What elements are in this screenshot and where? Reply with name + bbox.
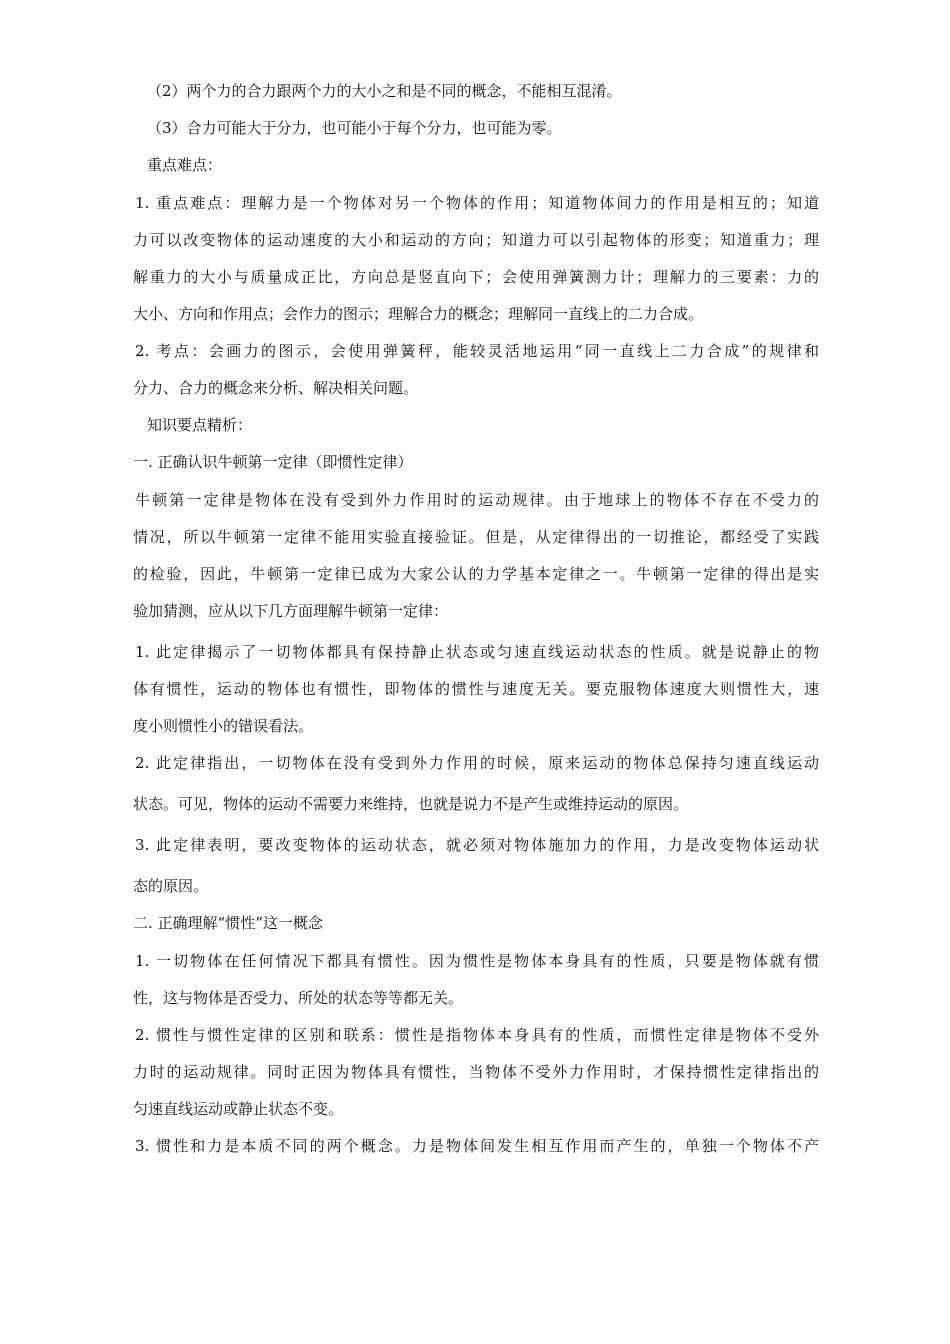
section-1-item-1-line: 度小则惯性小的错误看法。 — [133, 717, 314, 735]
section-1-intro-line: 验加猜测，应从以下几方面理解牛顿第一定律： — [133, 602, 449, 620]
section-1-item-3-line: 3. 此定律表明，要改变物体的运动状态，就必须对物体施加力的作用，力是改变物体运动状 — [135, 836, 819, 854]
section-1-item-1-line: 体有惯性，运动的物体也有惯性，即物体的惯性与速度无关。要克服物体速度大则惯性大，速 — [133, 680, 819, 698]
key-point-1-line: 力可以改变物体的运动速度的大小和运动的方向；知道力可以引起物体的形变；知道重力；理 — [133, 231, 819, 249]
point-3-line: （3）合力可能大于分力，也可能小于每个分力，也可能为零。 — [147, 119, 562, 137]
section-2-item-2-line: 匀速直线运动或静止状态不变。 — [133, 1100, 344, 1118]
point-2-line: （2）两个力的合力跟两个力的大小之和是不同的概念，不能相互混淆。 — [147, 82, 622, 100]
heading-key-difficult: 重点难点： — [147, 156, 223, 174]
section-1-title: 一. 正确认识牛顿第一定律（即惯性定律） — [133, 453, 413, 471]
key-point-2 — [133, 337, 819, 402]
section-2-item-1-line: 性，这与物体是否受力、所处的状态等等都无关。 — [133, 989, 464, 1007]
section-2-title: 二. 正确理解“惯性”这一概念 — [133, 914, 323, 932]
key-point-1-line: 大小、方向和作用点；会作力的图示；理解合力的概念；理解同一直线上的二力合成。 — [133, 305, 704, 323]
section-2-item-1-line: 1. 一切物体在任何情况下都具有惯性。因为惯性是物体本身具有的性质，只要是物体就有惯 — [135, 952, 819, 970]
key-point-1-line: 1. 重点难点：理解力是一个物体对另一个物体的作用；知道物体间力的作用是相互的；知道 — [135, 194, 819, 212]
heading-knowledge: 知识要点精析： — [147, 416, 253, 434]
section-2-item-1 — [133, 947, 819, 1012]
key-point-2-line: 分力、合力的概念来分析、解决相关问题。 — [133, 379, 419, 397]
section-1-intro-line: 牛顿第一定律是物体在没有受到外力作用时的运动规律。由于地球上的物体不存在不受力的 — [135, 491, 819, 509]
section-1-intro-line: 的检验，因此，牛顿第一定律已成为大家公认的力学基本定律之一。牛顿第一定律的得出是实 — [133, 565, 819, 583]
section-1-item-3 — [133, 831, 819, 900]
section-1-item-2-line: 状态。可见，物体的运动不需要力来维持，也就是说力不是产生或维持运动的原因。 — [133, 795, 689, 813]
section-1-item-3-line: 态的原因。 — [133, 877, 209, 895]
section-2-item-2-line: 2. 惯性与惯性定律的区别和联系：惯性是指物体本身具有的性质，而惯性定律是物体不受外 — [135, 1026, 819, 1044]
section-2-item-3 — [133, 1132, 819, 1160]
section-2-item-2 — [133, 1021, 819, 1123]
section-1-item-1 — [133, 638, 819, 740]
key-point-2-line: 2. 考点：会画力的图示，会使用弹簧秤，能较灵活地运用“同一直线上二力合成”的规律和 — [135, 342, 819, 360]
section-1-intro — [133, 486, 819, 625]
section-1-item-2-line: 2. 此定律指出，一切物体在没有受到外力作用的时候，原来运动的物体总保持匀速直线运动 — [135, 754, 819, 772]
document-body — [133, 77, 819, 1160]
section-2-item-3-line: 3. 惯性和力是本质不同的两个概念。力是物体间发生相互作用而产生的，单独一个物体不产 — [135, 1137, 819, 1155]
key-point-1-line: 解重力的大小与质量成正比，方向总是竖直向下；会使用弹簧测力计；理解力的三要素：力的 — [133, 268, 819, 286]
key-point-1 — [133, 189, 819, 328]
section-1-item-2 — [133, 749, 819, 818]
section-1-intro-line: 情况，所以牛顿第一定律不能用实验直接验证。但是，从定律得出的一切推论，都经受了实践 — [133, 528, 819, 546]
section-1-item-1-line: 1. 此定律揭示了一切物体都具有保持静止状态或匀速直线运动状态的性质。就是说静止的物 — [135, 643, 819, 661]
section-2-item-2-line: 力时的运动规律。同时正因为物体具有惯性，当物体不受外力作用时，才保持惯性定律指出的 — [133, 1063, 819, 1081]
